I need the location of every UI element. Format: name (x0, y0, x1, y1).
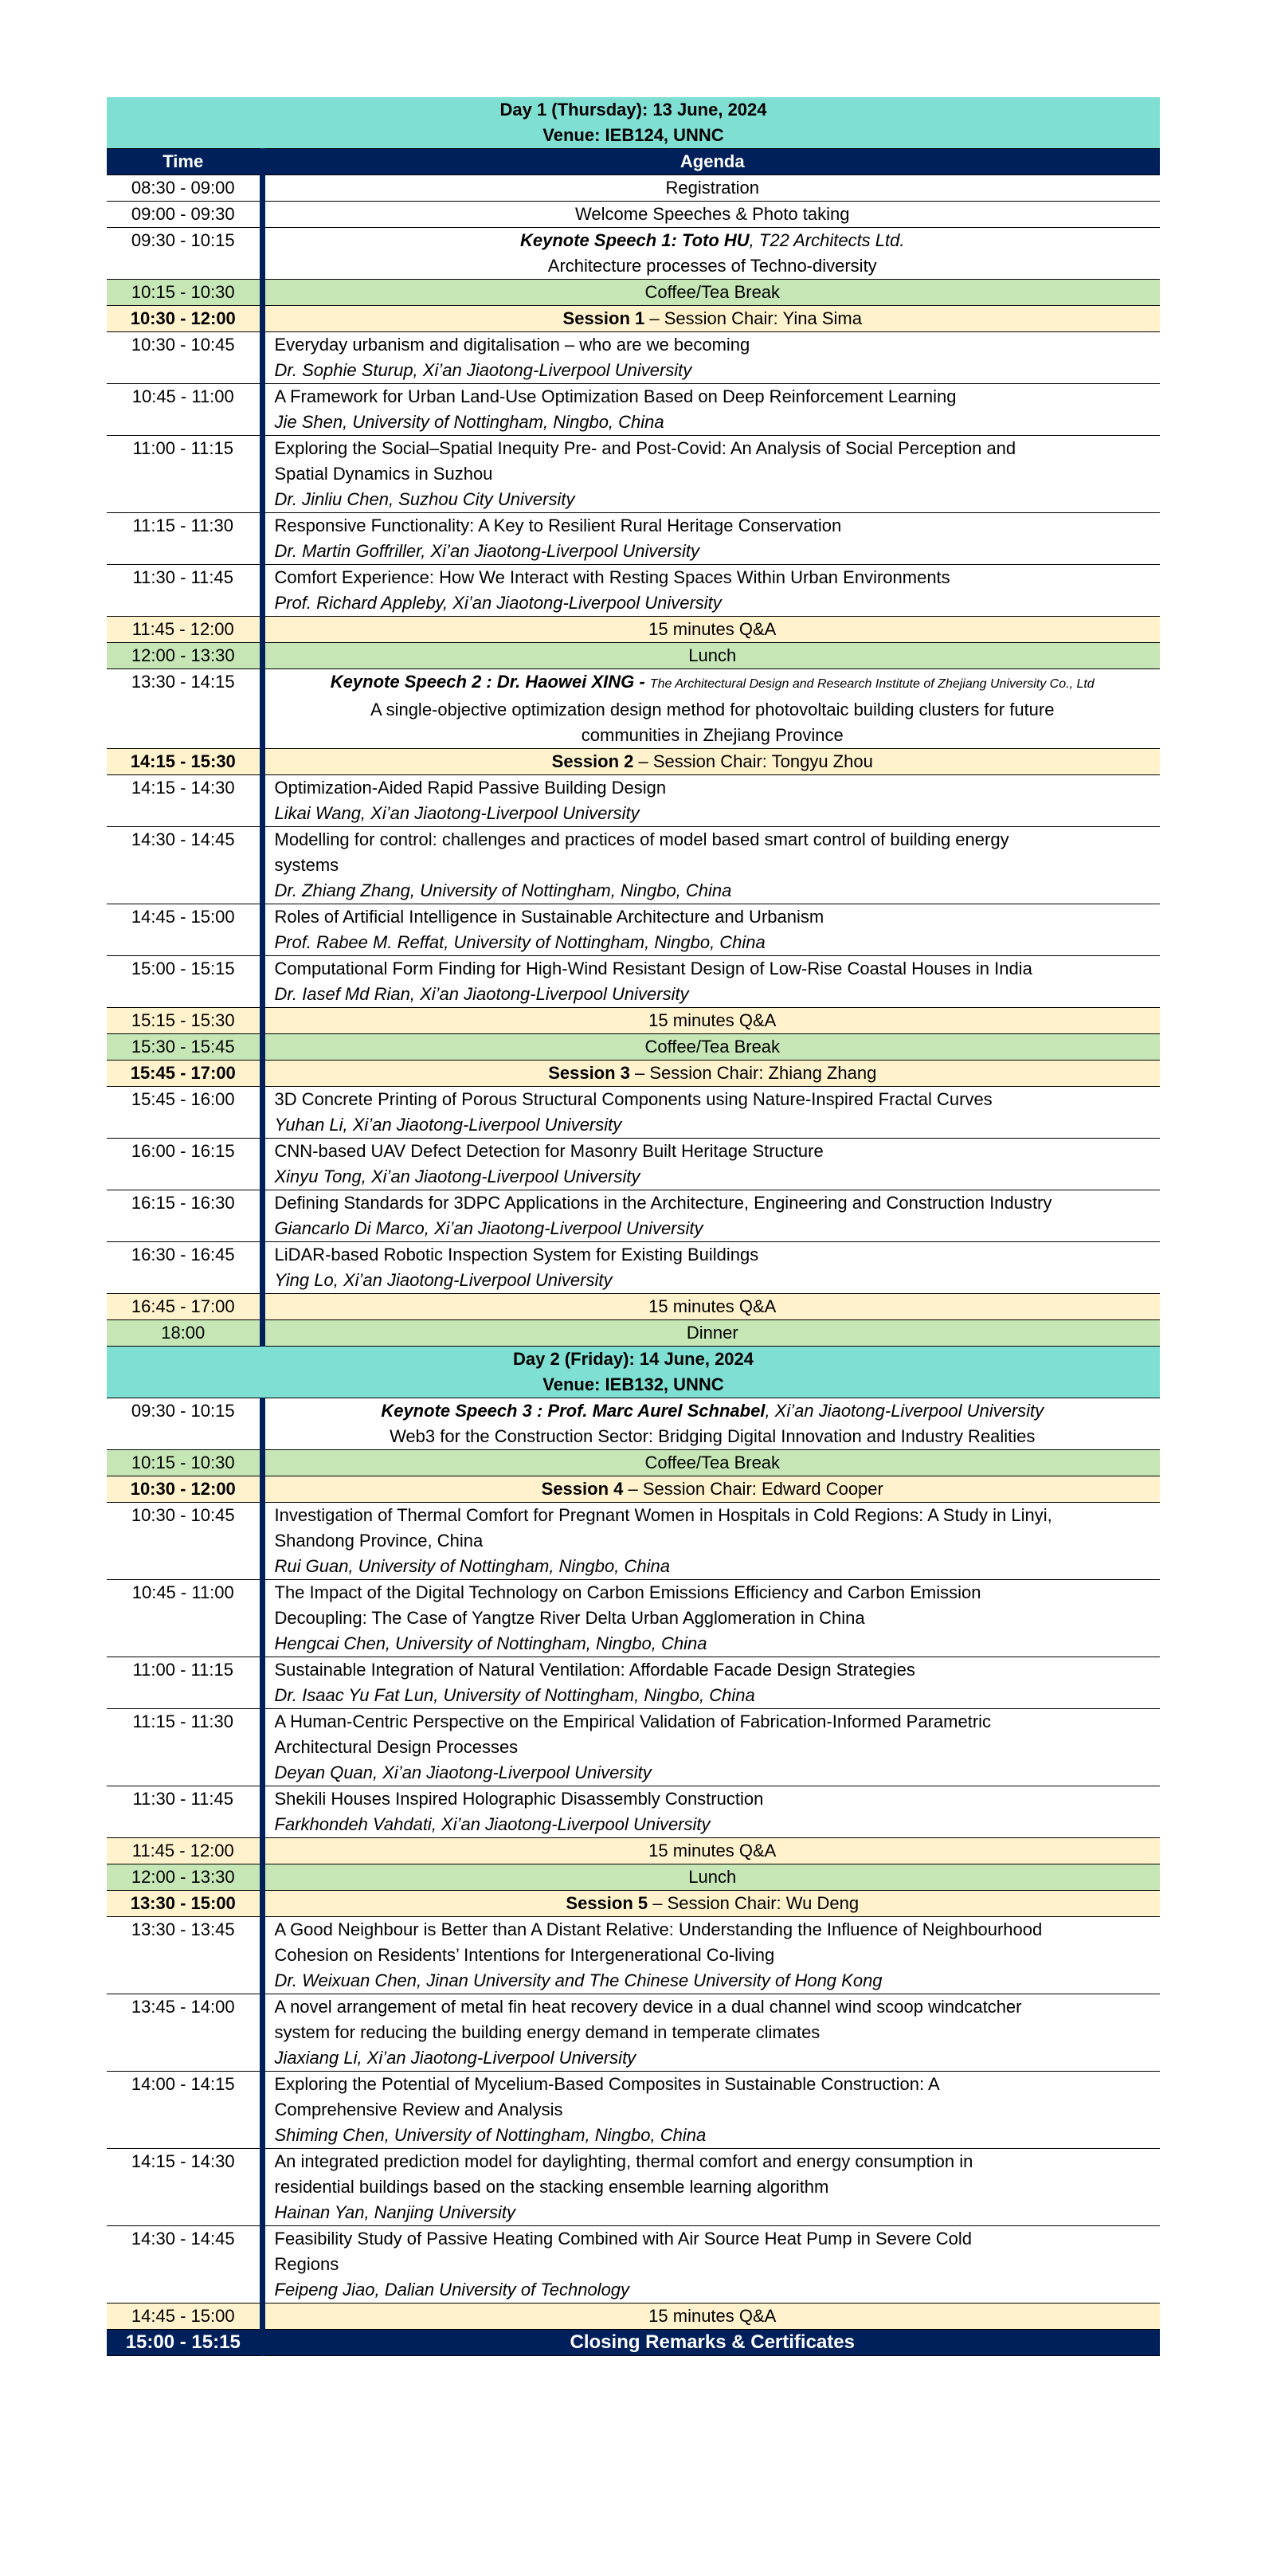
paper-cell (262, 436, 1160, 513)
time-cell: 15:30 - 15:45 (107, 1034, 262, 1061)
paper-title: Exploring the Social–Spatial Inequity Pre- and Post-Covid: An Analysis of Social Perception and (274, 438, 1016, 458)
session-cell (262, 749, 1160, 775)
time-cell: 11:30 - 11:45 (107, 565, 262, 617)
keynote-title-cont: communities in Zhejiang Province (581, 725, 844, 745)
paper-title: A Framework for Urban Land-Use Optimization Based on Deep Reinforcement Learning (274, 386, 957, 406)
lunch-row (107, 1864, 1160, 1891)
paper-title: Feasibility Study of Passive Heating Combined with Air Source Heat Pump in Severe Cold (274, 2229, 973, 2249)
paper-title: Roles of Artificial Intelligence in Sustainable Architecture and Urbanism (274, 907, 824, 927)
paper-author: Dr. Martin Goffriller, Xi’an Jiaotong-Liverpool University (274, 541, 699, 561)
paper-author: Jie Shen, University of Nottingham, Ningbo, China (274, 412, 664, 432)
break-cell: Coffee/Tea Break (262, 1450, 1160, 1476)
time-cell: 13:30 - 15:00 (107, 1891, 262, 1917)
paper-cell (262, 384, 1160, 436)
time-cell: 11:45 - 12:00 (107, 617, 262, 643)
paper-title-cont: Architectural Design Processes (274, 1737, 519, 1757)
paper-row (107, 332, 1160, 384)
paper-author: Hengcai Chen, University of Nottingham, Ningbo, China (274, 1633, 707, 1653)
time-cell: 09:30 - 10:15 (107, 1398, 262, 1450)
time-cell: 11:30 - 11:45 (107, 1786, 262, 1838)
agenda-row (107, 175, 1160, 202)
paper-author: Hainan Yan, Nanjing University (274, 2202, 515, 2222)
day-title (107, 1347, 1160, 1398)
time-cell: 15:00 - 15:15 (107, 956, 262, 1008)
paper-row (107, 436, 1160, 513)
day-venue: Venue: IEB124, UNNC (542, 125, 724, 145)
paper-cell (262, 2072, 1160, 2149)
session-row (107, 1476, 1160, 1503)
qa-cell: 15 minutes Q&A (262, 617, 1160, 643)
paper-author: Dr. Weixuan Chen, Jinan University and The Chinese University of Hong Kong (274, 1970, 883, 1990)
closing-row (107, 2330, 1160, 2356)
time-cell: 09:30 - 10:15 (107, 228, 262, 280)
paper-title-cont: residential buildings based on the stacking ensemble learning algorithm (274, 2177, 829, 2197)
agenda-cell: Welcome Speeches & Photo taking (262, 202, 1160, 228)
paper-author: Yuhan Li, Xi’an Jiaotong-Liverpool University (274, 1115, 622, 1135)
paper-title: Modelling for control: challenges and practices of model based smart control of building energy (274, 829, 1009, 849)
session-chair: – Session Chair: Wu Deng (648, 1893, 860, 1913)
paper-author: Giancarlo Di Marco, Xi’an Jiaotong-Liverpool University (274, 1218, 703, 1238)
paper-author: Shiming Chen, University of Nottingham, Ningbo, China (274, 2125, 707, 2145)
time-cell: 11:15 - 11:30 (107, 1709, 262, 1786)
paper-title: Comfort Experience: How We Interact with Resting Spaces Within Urban Environments (274, 567, 950, 587)
paper-title: An integrated prediction model for daylighting, thermal comfort and energy consumption in (274, 2151, 973, 2171)
dinner-row (107, 1320, 1160, 1347)
paper-author: Ying Lo, Xi’an Jiaotong-Liverpool University (274, 1270, 613, 1290)
time-cell: 13:30 - 13:45 (107, 1917, 262, 1994)
session-row (107, 1061, 1160, 1087)
session-cell (262, 1476, 1160, 1503)
paper-author: Prof. Rabee M. Reffat, University of Nottingham, Ningbo, China (274, 932, 766, 952)
paper-title: 3D Concrete Printing of Porous Structural Components using Nature-Inspired Fractal Curves (274, 1089, 993, 1109)
paper-title: Everyday urbanism and digitalisation – who are we becoming (274, 335, 750, 355)
time-cell: 14:30 - 14:45 (107, 827, 262, 904)
keynote-row (107, 669, 1160, 749)
time-cell: 13:45 - 14:00 (107, 1994, 262, 2072)
paper-row (107, 1190, 1160, 1242)
session-row (107, 306, 1160, 332)
session-name: Session 5 (566, 1893, 648, 1913)
keynote-cell (262, 1398, 1160, 1450)
paper-cell (262, 332, 1160, 384)
time-cell: 16:45 - 17:00 (107, 1294, 262, 1320)
paper-row (107, 2072, 1160, 2149)
dinner-cell: Dinner (262, 1320, 1160, 1347)
paper-cell (262, 1190, 1160, 1242)
keynote-speaker: Keynote Speech 3 : Prof. Marc Aurel Schnabel (381, 1401, 766, 1421)
qa-cell: 15 minutes Q&A (262, 2304, 1160, 2330)
time-cell: 11:45 - 12:00 (107, 1838, 262, 1864)
paper-cell (262, 513, 1160, 565)
session-name: Session 1 (562, 308, 645, 328)
time-cell: 11:00 - 11:15 (107, 436, 262, 513)
break-row (107, 280, 1160, 306)
paper-cell (262, 1580, 1160, 1657)
time-cell: 16:15 - 16:30 (107, 1190, 262, 1242)
paper-cell (262, 2226, 1160, 2304)
paper-cell (262, 1087, 1160, 1139)
paper-title-cont: Spatial Dynamics in Suzhou (274, 464, 493, 484)
paper-row (107, 1087, 1160, 1139)
paper-cell (262, 565, 1160, 617)
time-cell: 10:45 - 11:00 (107, 1580, 262, 1657)
keynote-cell (262, 669, 1160, 749)
break-row (107, 1450, 1160, 1476)
keynote-affiliation: , Xi’an Jiaotong-Liverpool University (765, 1401, 1044, 1421)
paper-title-cont: Comprehensive Review and Analysis (274, 2100, 563, 2119)
paper-title: Investigation of Thermal Comfort for Pregnant Women in Hospitals in Cold Regions: A Study in Linyi, (274, 1505, 1052, 1525)
paper-row (107, 904, 1160, 956)
paper-cell (262, 904, 1160, 956)
paper-title: LiDAR-based Robotic Inspection System for Existing Buildings (274, 1245, 759, 1264)
time-cell: 10:30 - 12:00 (107, 1476, 262, 1503)
time-cell: 10:15 - 10:30 (107, 280, 262, 306)
paper-title: Optimization-Aided Rapid Passive Building Design (274, 778, 667, 798)
time-cell: 11:15 - 11:30 (107, 513, 262, 565)
paper-title-cont: Regions (274, 2254, 339, 2274)
time-cell: 14:45 - 15:00 (107, 2304, 262, 2330)
paper-author: Dr. Iasef Md Rian, Xi’an Jiaotong-Liverpool University (274, 984, 689, 1004)
session-name: Session 4 (541, 1479, 624, 1499)
time-cell: 09:00 - 09:30 (107, 202, 262, 228)
time-cell: 16:30 - 16:45 (107, 1242, 262, 1294)
paper-title: The Impact of the Digital Technology on Carbon Emissions Efficiency and Carbon Emission (274, 1582, 981, 1602)
lunch-cell: Lunch (262, 1864, 1160, 1891)
time-column-header: Time (107, 149, 262, 175)
paper-cell (262, 2149, 1160, 2226)
time-cell: 10:30 - 10:45 (107, 1503, 262, 1580)
paper-title-cont: system for reducing the building energy demand in temperate climates (274, 2022, 820, 2042)
programme-table (107, 97, 1160, 2356)
paper-title-cont: Decoupling: The Case of Yangtze River Delta Urban Agglomeration in China (274, 1608, 865, 1628)
time-cell: 15:00 - 15:15 (107, 2330, 262, 2356)
agenda-column-header: Agenda (262, 149, 1160, 175)
paper-row (107, 565, 1160, 617)
qa-row (107, 2304, 1160, 2330)
day-date: Day 1 (Thursday): 13 June, 2024 (499, 100, 767, 120)
paper-author: Dr. Isaac Yu Fat Lun, University of Nottingham, Ningbo, China (274, 1685, 755, 1705)
break-row (107, 1034, 1160, 1061)
time-cell: 10:45 - 11:00 (107, 384, 262, 436)
time-cell: 12:00 - 13:30 (107, 643, 262, 669)
session-row (107, 749, 1160, 775)
closing-cell: Closing Remarks & Certificates (262, 2330, 1160, 2356)
paper-title: A Human-Centric Perspective on the Empirical Validation of Fabrication-Informed Parametric (274, 1711, 992, 1731)
session-chair: – Session Chair: Zhiang Zhang (629, 1063, 877, 1083)
keynote-cell (262, 228, 1160, 280)
time-cell: 14:00 - 14:15 (107, 2072, 262, 2149)
session-cell (262, 306, 1160, 332)
paper-title: Responsive Functionality: A Key to Resilient Rural Heritage Conservation (274, 516, 842, 535)
lunch-cell: Lunch (262, 643, 1160, 669)
qa-cell: 15 minutes Q&A (262, 1008, 1160, 1034)
paper-title: Computational Form Finding for High-Wind Resistant Design of Low-Rise Coastal Houses in India (274, 959, 1032, 978)
keynote-title: Architecture processes of Techno-diversity (547, 256, 877, 276)
keynote-speaker: Keynote Speech 2 : Dr. Haowei XING - (330, 672, 650, 692)
paper-row (107, 1917, 1160, 1994)
qa-row (107, 617, 1160, 643)
paper-row (107, 1994, 1160, 2072)
time-cell: 18:00 (107, 1320, 262, 1347)
session-cell (262, 1891, 1160, 1917)
paper-title-cont: Shandong Province, China (274, 1531, 484, 1551)
paper-cell (262, 775, 1160, 827)
session-chair: – Session Chair: Tongyu Zhou (633, 751, 873, 771)
paper-author: Farkhondeh Vahdati, Xi’an Jiaotong-Liverpool University (274, 1814, 711, 1834)
paper-author: Dr. Zhiang Zhang, University of Nottingham, Ningbo, China (274, 880, 732, 900)
paper-cell (262, 827, 1160, 904)
paper-cell (262, 1503, 1160, 1580)
paper-row (107, 513, 1160, 565)
qa-cell: 15 minutes Q&A (262, 1294, 1160, 1320)
paper-author: Dr. Jinliu Chen, Suzhou City University (274, 489, 575, 509)
break-cell: Coffee/Tea Break (262, 1034, 1160, 1061)
paper-cell (262, 1657, 1160, 1709)
time-cell: 11:00 - 11:15 (107, 1657, 262, 1709)
keynote-row (107, 1398, 1160, 1450)
keynote-affiliation: , T22 Architects Ltd. (749, 230, 905, 250)
session-cell (262, 1061, 1160, 1087)
paper-row (107, 827, 1160, 904)
paper-title: Sustainable Integration of Natural Ventilation: Affordable Facade Design Strategies (274, 1660, 915, 1680)
paper-author: Rui Guan, University of Nottingham, Ningbo, China (274, 1556, 670, 1576)
paper-title: A novel arrangement of metal fin heat recovery device in a dual channel wind scoop windcatcher (274, 1997, 1022, 2017)
keynote-title: A single-objective optimization design method for photovoltaic building clusters for future (370, 700, 1055, 719)
time-cell: 16:00 - 16:15 (107, 1139, 262, 1190)
paper-row (107, 1709, 1160, 1786)
paper-row (107, 2149, 1160, 2226)
time-cell: 12:00 - 13:30 (107, 1864, 262, 1891)
day-header (107, 97, 1160, 149)
time-cell: 15:15 - 15:30 (107, 1008, 262, 1034)
paper-cell (262, 1917, 1160, 1994)
paper-row (107, 1786, 1160, 1838)
paper-title-cont: Cohesion on Residents’ Intentions for Intergenerational Co-living (274, 1945, 775, 1965)
paper-author: Xinyu Tong, Xi’an Jiaotong-Liverpool University (274, 1166, 640, 1186)
qa-row (107, 1294, 1160, 1320)
time-cell: 15:45 - 17:00 (107, 1061, 262, 1087)
paper-author: Feipeng Jiao, Dalian University of Technology (274, 2280, 630, 2300)
paper-title: Exploring the Potential of Mycelium-Based Composites in Sustainable Construction: A (274, 2074, 940, 2094)
paper-author: Prof. Richard Appleby, Xi’an Jiaotong-Liverpool University (274, 593, 722, 613)
time-cell: 13:30 - 14:15 (107, 669, 262, 749)
time-cell: 15:45 - 16:00 (107, 1087, 262, 1139)
time-cell: 14:15 - 14:30 (107, 775, 262, 827)
paper-title: Shekili Houses Inspired Holographic Disassembly Construction (274, 1789, 764, 1809)
break-cell: Coffee/Tea Break (262, 280, 1160, 306)
qa-row (107, 1008, 1160, 1034)
time-cell: 14:45 - 15:00 (107, 904, 262, 956)
paper-cell (262, 956, 1160, 1008)
agenda-row (107, 202, 1160, 228)
day-header (107, 1347, 1160, 1398)
time-cell: 14:15 - 15:30 (107, 749, 262, 775)
agenda-cell: Registration (262, 175, 1160, 202)
keynote-speaker: Keynote Speech 1: Toto HU (520, 230, 750, 250)
paper-cell (262, 1242, 1160, 1294)
day-venue: Venue: IEB132, UNNC (542, 1374, 724, 1394)
paper-author: Dr. Sophie Sturup, Xi’an Jiaotong-Liverpool University (274, 360, 692, 380)
session-chair: – Session Chair: Edward Cooper (623, 1479, 883, 1499)
session-name: Session 3 (548, 1063, 630, 1083)
paper-row (107, 1580, 1160, 1657)
paper-row (107, 956, 1160, 1008)
keynote-row (107, 228, 1160, 280)
session-name: Session 2 (551, 751, 634, 771)
paper-row (107, 2226, 1160, 2304)
column-header-row (107, 149, 1160, 175)
keynote-title: Web3 for the Construction Sector: Bridging Digital Innovation and Industry Realities (390, 1426, 1036, 1446)
qa-cell: 15 minutes Q&A (262, 1838, 1160, 1864)
paper-row (107, 1242, 1160, 1294)
paper-author: Likai Wang, Xi’an Jiaotong-Liverpool University (274, 803, 640, 823)
lunch-row (107, 643, 1160, 669)
paper-row (107, 1139, 1160, 1190)
qa-row (107, 1838, 1160, 1864)
paper-cell (262, 1709, 1160, 1786)
day-title (107, 97, 1160, 149)
paper-title: Defining Standards for 3DPC Applications in the Architecture, Engineering and Construction Industry (274, 1193, 1052, 1213)
keynote-affiliation: The Architectural Design and Research Institute of Zhejiang University Co., Ltd (649, 677, 1095, 691)
paper-row (107, 1503, 1160, 1580)
paper-cell (262, 1139, 1160, 1190)
time-cell: 10:15 - 10:30 (107, 1450, 262, 1476)
paper-row (107, 384, 1160, 436)
time-cell: 14:15 - 14:30 (107, 2149, 262, 2226)
paper-author: Jiaxiang Li, Xi’an Jiaotong-Liverpool University (274, 2048, 636, 2068)
time-cell: 10:30 - 10:45 (107, 332, 262, 384)
time-cell: 08:30 - 09:00 (107, 175, 262, 202)
session-chair: – Session Chair: Yina Sima (644, 308, 862, 328)
paper-cell (262, 1786, 1160, 1838)
paper-title: CNN-based UAV Defect Detection for Masonry Built Heritage Structure (274, 1141, 824, 1161)
paper-row (107, 1657, 1160, 1709)
paper-title-cont: systems (274, 855, 339, 875)
time-cell: 14:30 - 14:45 (107, 2226, 262, 2304)
paper-row (107, 775, 1160, 827)
day-date: Day 2 (Friday): 14 June, 2024 (512, 1349, 754, 1369)
paper-title: A Good Neighbour is Better than A Distant Relative: Understanding the Influence of Neighbourhood (274, 1919, 1043, 1939)
session-row (107, 1891, 1160, 1917)
paper-author: Deyan Quan, Xi’an Jiaotong-Liverpool University (274, 1762, 652, 1782)
paper-cell (262, 1994, 1160, 2072)
time-cell: 10:30 - 12:00 (107, 306, 262, 332)
